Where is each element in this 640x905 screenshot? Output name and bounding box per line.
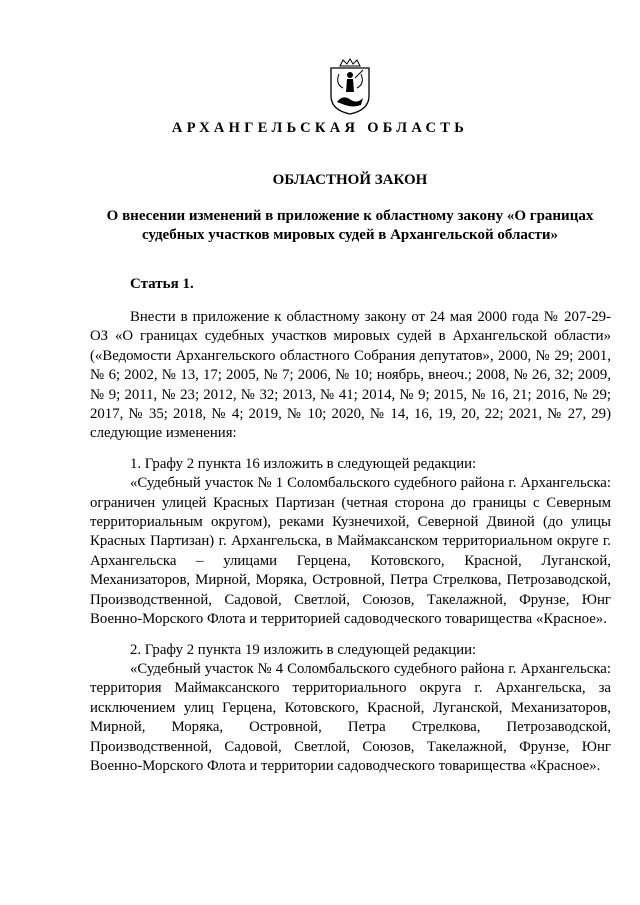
article-heading: Статья 1.	[130, 276, 194, 292]
amendment-1-heading: 1. Графу 2 пункта 16 изложить в следующей редакции:	[130, 455, 477, 472]
law-body	[90, 308, 611, 776]
amendment-2-text: «Судебный участок № 4 Соломбальского судебного района г. Архангельска: территория Маймаксанского территориального округа г. Архангельска, за исключением улиц Герцена, Котовского, Красной, Луганской, Механизаторов, Мирной, Моряка, Островной, Петра Стрелкова, Петрозаводской, Производственной, Садовой, Светлой, Союзов, Такелажной, Фрунзе, Юнг Военно-Морского Флота и территории садоводческого товарищества «Красное».	[90, 660, 611, 774]
region-name: АРХАНГЕЛЬСКАЯ ОБЛАСТЬ	[171, 120, 469, 136]
intro-paragraph: Внести в приложение к областному закону от 24 мая 2000 года № 207-29-ОЗ «О границах судебных участков мировых судей в Архангельской области» («Ведомости Архангельского областного Собрания депутатов», 2000, № 29; 2001, № 6; 2002, № 13, 17; 2005, № 7; 2006, № 10; ноябрь, внеоч.; 2008, № 26, 32; 2009, № 9; 2011, № 23; 2012, № 32; 2013, № 41; 2014, № 9; 2015, № 16, 21; 2016, № 29; 2017, № 35; 2018, № 4; 2019, № 10; 2020, № 14, 16, 19, 20, 22; 2021, № 27, 29) следующие изменения:	[90, 309, 611, 442]
document-title-line: О внесении изменений в приложение к областному закону «О границах	[106, 208, 594, 224]
arkhangelsk-coat-of-arms-icon	[325, 58, 375, 116]
document-title-line: судебных участков мировых судей в Архангельской области»	[141, 227, 559, 243]
document-title	[100, 207, 600, 245]
amendment-1-text: «Судебный участок № 1 Соломбальского судебного района г. Архангельска: ограничен улицей Красных Партизан (четная сторона до границы с Северным территориальным округом), реками Кузнечихой, Северной Двиной (до улицы Красных Партизан) г. Архангельска, в Маймаксанском территориальном округе г. Архангельска – улицами Герцена, Котовского, Красной, Луганской, Механизаторов, Мирной, Моряка, Островной, Петра Стрелкова, Петрозаводской, Производственной, Садовой, Светлой, Союзов, Такелажной, Фрунзе, Юнг Военно-Морского Флота и территорией садоводческого товарищества «Красное».	[90, 475, 611, 628]
document-type: ОБЛАСТНОЙ ЗАКОН	[272, 172, 428, 188]
amendment-2-heading: 2. Графу 2 пункта 19 изложить в следующей редакции:	[130, 641, 477, 658]
